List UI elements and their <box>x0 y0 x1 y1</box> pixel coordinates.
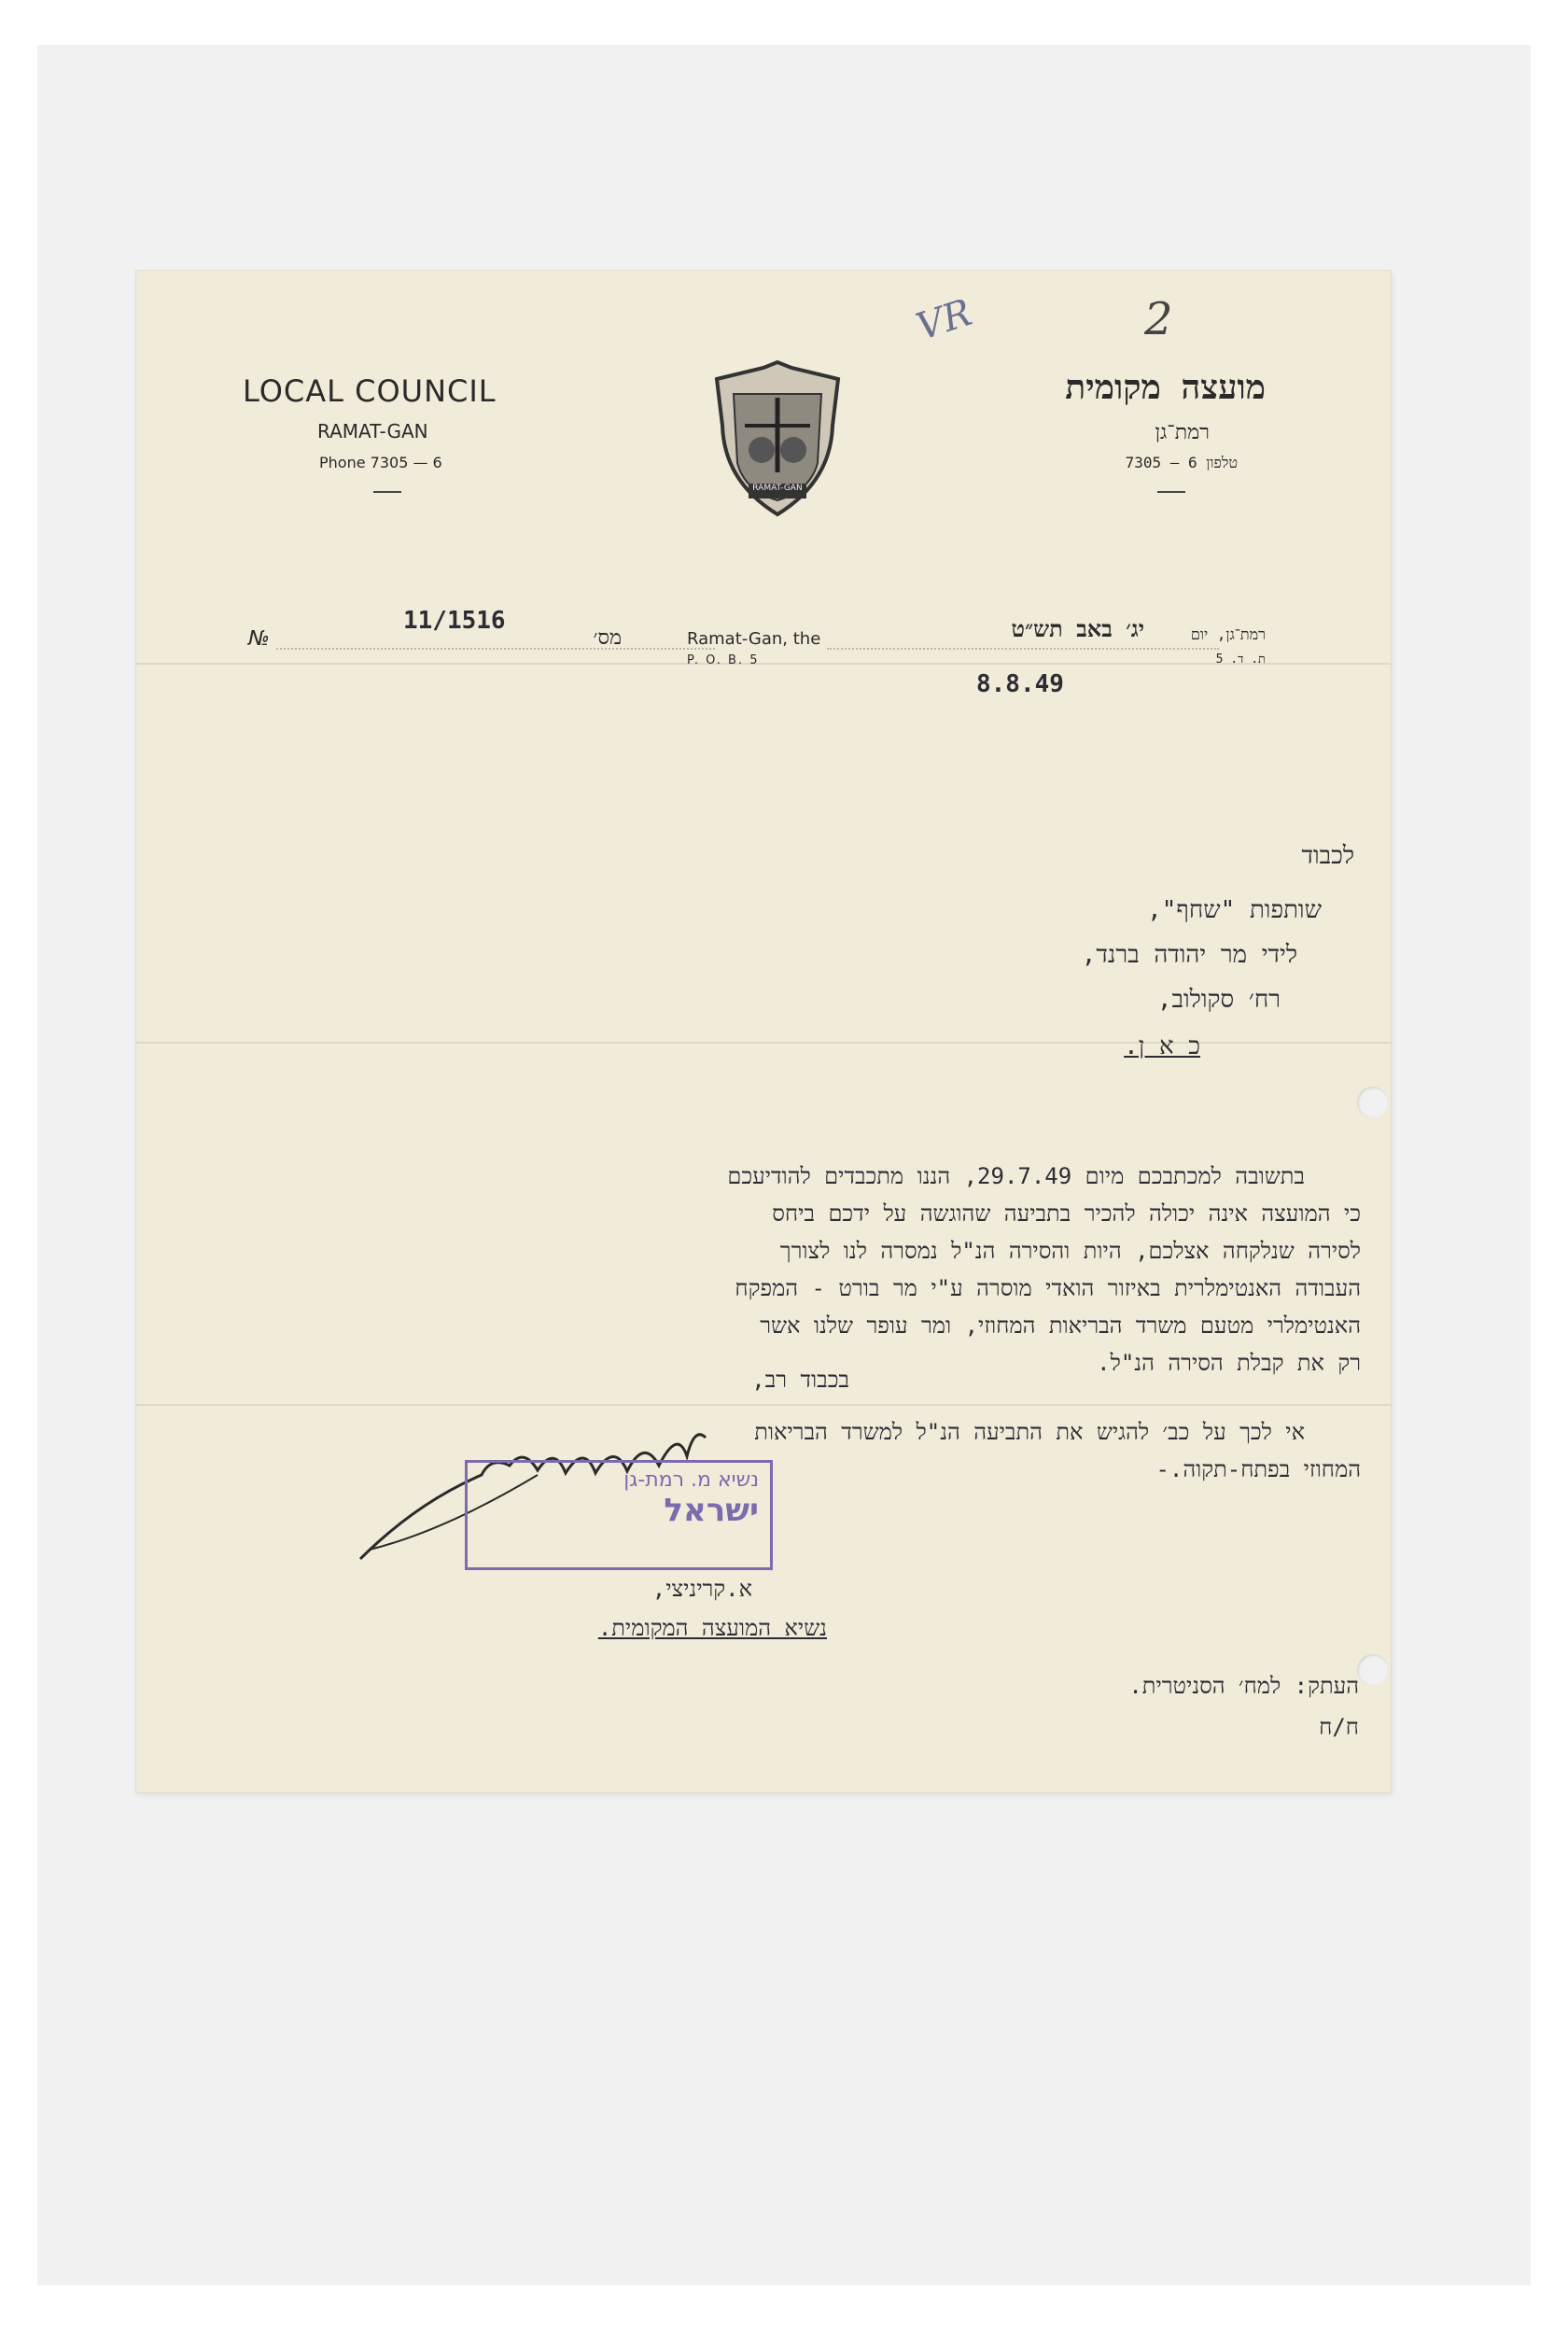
place-he: רמת־גן, יום <box>1190 625 1266 643</box>
punch-hole <box>1357 1087 1389 1118</box>
letterhead-he-title: מועצה מקומית <box>1065 369 1266 407</box>
body-line: המחוזי בפתח-תקוה.- <box>1155 1456 1361 1482</box>
letterhead-he-phone: טלפון 6 — 7305 <box>1125 454 1238 471</box>
body-line: לסירה שנלקחה אצלכם, היות והסירה הנ"ל נמסרה לנו לצורך <box>779 1238 1361 1264</box>
council-stamp <box>465 1460 773 1570</box>
body-line: כי המועצה אינה יכולה להכיר בתביעה שהוגשה על ידכם ביחס <box>772 1200 1361 1227</box>
council-emblem <box>707 360 847 519</box>
page-number: 2 <box>1144 293 1173 345</box>
date-hebrew: יג׳ באב תש״ט <box>1011 616 1144 642</box>
copy-initials: ח/ח <box>1319 1714 1359 1740</box>
body-line: אי לכך על כב׳ להגיש את התביעה הנ"ל למשרד הבריאות <box>754 1419 1305 1445</box>
emblem-caption: RAMAT-GAN <box>752 484 803 493</box>
date: 8.8.49 <box>976 670 1064 698</box>
divider <box>373 491 401 493</box>
letterhead-en-city: RAMAT-GAN <box>317 420 428 442</box>
address-line-3: רח׳ סקולוב, <box>1156 986 1281 1014</box>
signer-name: א.קריניצי, <box>651 1576 752 1602</box>
stamp-line-1: נשיא מ. רמת-גן <box>623 1468 759 1492</box>
dotted-line <box>827 648 1219 650</box>
address-line-4: כ א ן. <box>1124 1032 1200 1060</box>
address-greeting: לכבוד <box>1301 842 1354 870</box>
letterhead-en-title: LOCAL COUNCIL <box>243 373 497 409</box>
reference-label-he: מס׳ <box>593 626 622 650</box>
pob-en: P. O. B. 5 <box>687 653 760 667</box>
signer-title: נשיא המועצה המקומית. <box>597 1615 827 1641</box>
number-sign: № <box>248 627 270 651</box>
address-line-2: לידי מר יהודה ברנד, <box>1081 941 1297 969</box>
handwritten-mark: VR <box>911 291 977 349</box>
dotted-line <box>276 648 715 650</box>
reference-number: 11/1516 <box>403 607 506 635</box>
body-line: בתשובה למכתבכם מיום 29.7.49, הננו מתכבדים להודיעכם <box>727 1163 1305 1189</box>
letter-page <box>136 271 1391 1792</box>
body-line: העבודה האנטימלרית באיזור הואדי מוסרה ע"י מר בורט - המפקח <box>735 1275 1361 1301</box>
pob-he: ת. ד. 5 <box>1215 653 1266 667</box>
letterhead-en-phone: Phone 7305 — 6 <box>319 454 442 471</box>
body-line: רק את קבלת הסירה הנ"ל. <box>1097 1350 1361 1376</box>
copy-line: העתק: למח׳ הסניטרית. <box>1128 1673 1359 1699</box>
letterhead-he-city: רמת־גן <box>1155 421 1210 444</box>
fold-line <box>136 1042 1391 1044</box>
stamp-line-2: ישראל <box>664 1492 759 1529</box>
body-line: האנטימלרי מטעם משרד הבריאות המחוזי, ומר עופר שלנו אשר <box>760 1312 1361 1339</box>
divider <box>1157 491 1185 493</box>
address-line-1: שותפות "שחף", <box>1147 896 1322 924</box>
place-en: Ramat-Gan, the <box>687 629 821 649</box>
punch-hole <box>1357 1654 1389 1686</box>
closing: בכבוד רב, <box>751 1367 849 1393</box>
